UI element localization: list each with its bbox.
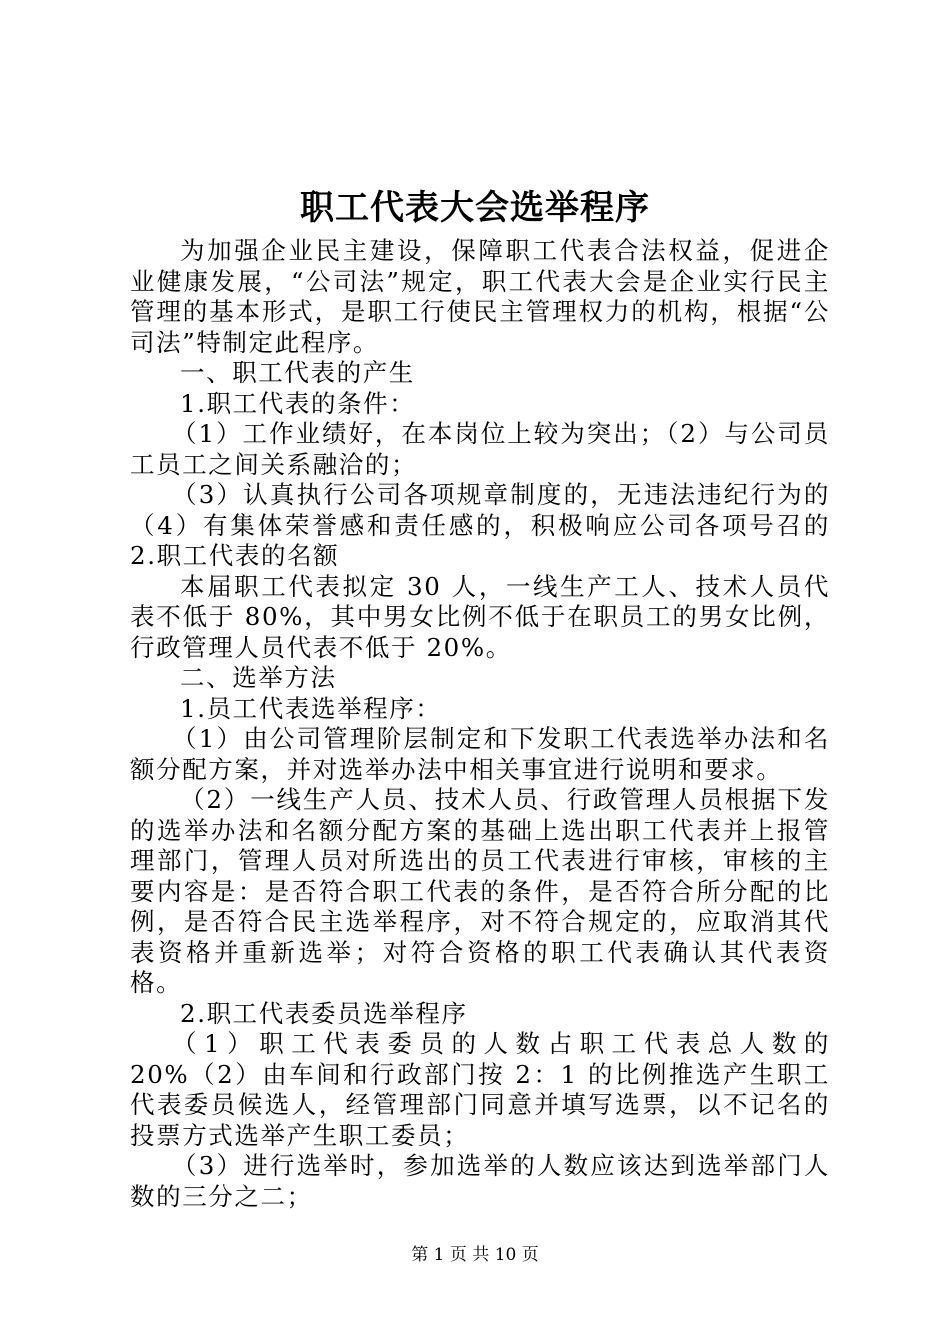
paragraph-conditions-2: （3）认真执行公司各项规章制度的，无违法违纪行为的（4）有集体荣誉感和责任感的，积极响应公司各项号召的 2.职工代表的名额 (130, 480, 830, 570)
paragraph-committee-1: （1）职工代表委员的人数占职工代表总人数的 20%（2）由车间和行政部门按 2：1 的比例推选产生职工代表委员候选人，经管理部门同意并填写选票，以不记名的投票方式选举产生职工委员； (130, 1029, 830, 1150)
subsection-heading-2-2: 2.职工代表委员选举程序 (180, 998, 468, 1028)
paragraph-quota: 本届职工代表拟定 30 人，一线生产工人、技术人员代表不低于 80%，其中男女比例不低于在职员工的男女比例，行政管理人员代表不低于 20%。 (130, 571, 830, 662)
document-body (130, 236, 830, 1212)
subsection-heading-2-1: 1.员工代表选举程序： (180, 693, 442, 723)
paragraph-committee-3: （3）进行选举时，参加选举的人数应该达到选举部门人数的三分之二； (130, 1151, 830, 1211)
section-heading-2: 二、选举方法 (180, 663, 337, 692)
page-number-footer: 第 1 页 共 10 页 (411, 1245, 539, 1265)
paragraph-procedure-1: （1）由公司管理阶层制定和下发职工代表选举办法和名额分配方案，并对选举办法中相关事宜进行说明和要求。 (130, 724, 830, 784)
section-heading-1: 一、职工代表的产生 (180, 358, 415, 387)
subsection-heading-1-1: 1.职工代表的条件： (180, 388, 416, 418)
paragraph-procedure-2: （2）一线生产人员、技术人员、行政管理人员根据下发的选举办法和名额分配方案的基础上选出职工代表并上报管理部门，管理人员对所选出的员工代表进行审核，审核的主要内容是：是否符合职工代表的条件，是否符合所分配的比例，是否符合民主选举程序，对不符合规定的，应取消其代表资格并重新选举；对符合资格的职工代表确认其代表资格。 (130, 785, 830, 997)
paragraph-conditions-1: （1）工作业绩好，在本岗位上较为突出；（2）与公司员工员工之间关系融洽的； (130, 419, 830, 479)
document-title: 职工代表大会选举程序 (300, 188, 650, 228)
paragraph-intro: 为加强企业民主建设，保障职工代表合法权益，促进企业健康发展，“公司法”规定，职工代表大会是企业实行民主管理的基本形式，是职工行使民主管理权力的机构，根据“公司法”特制定此程序。 (130, 236, 830, 357)
